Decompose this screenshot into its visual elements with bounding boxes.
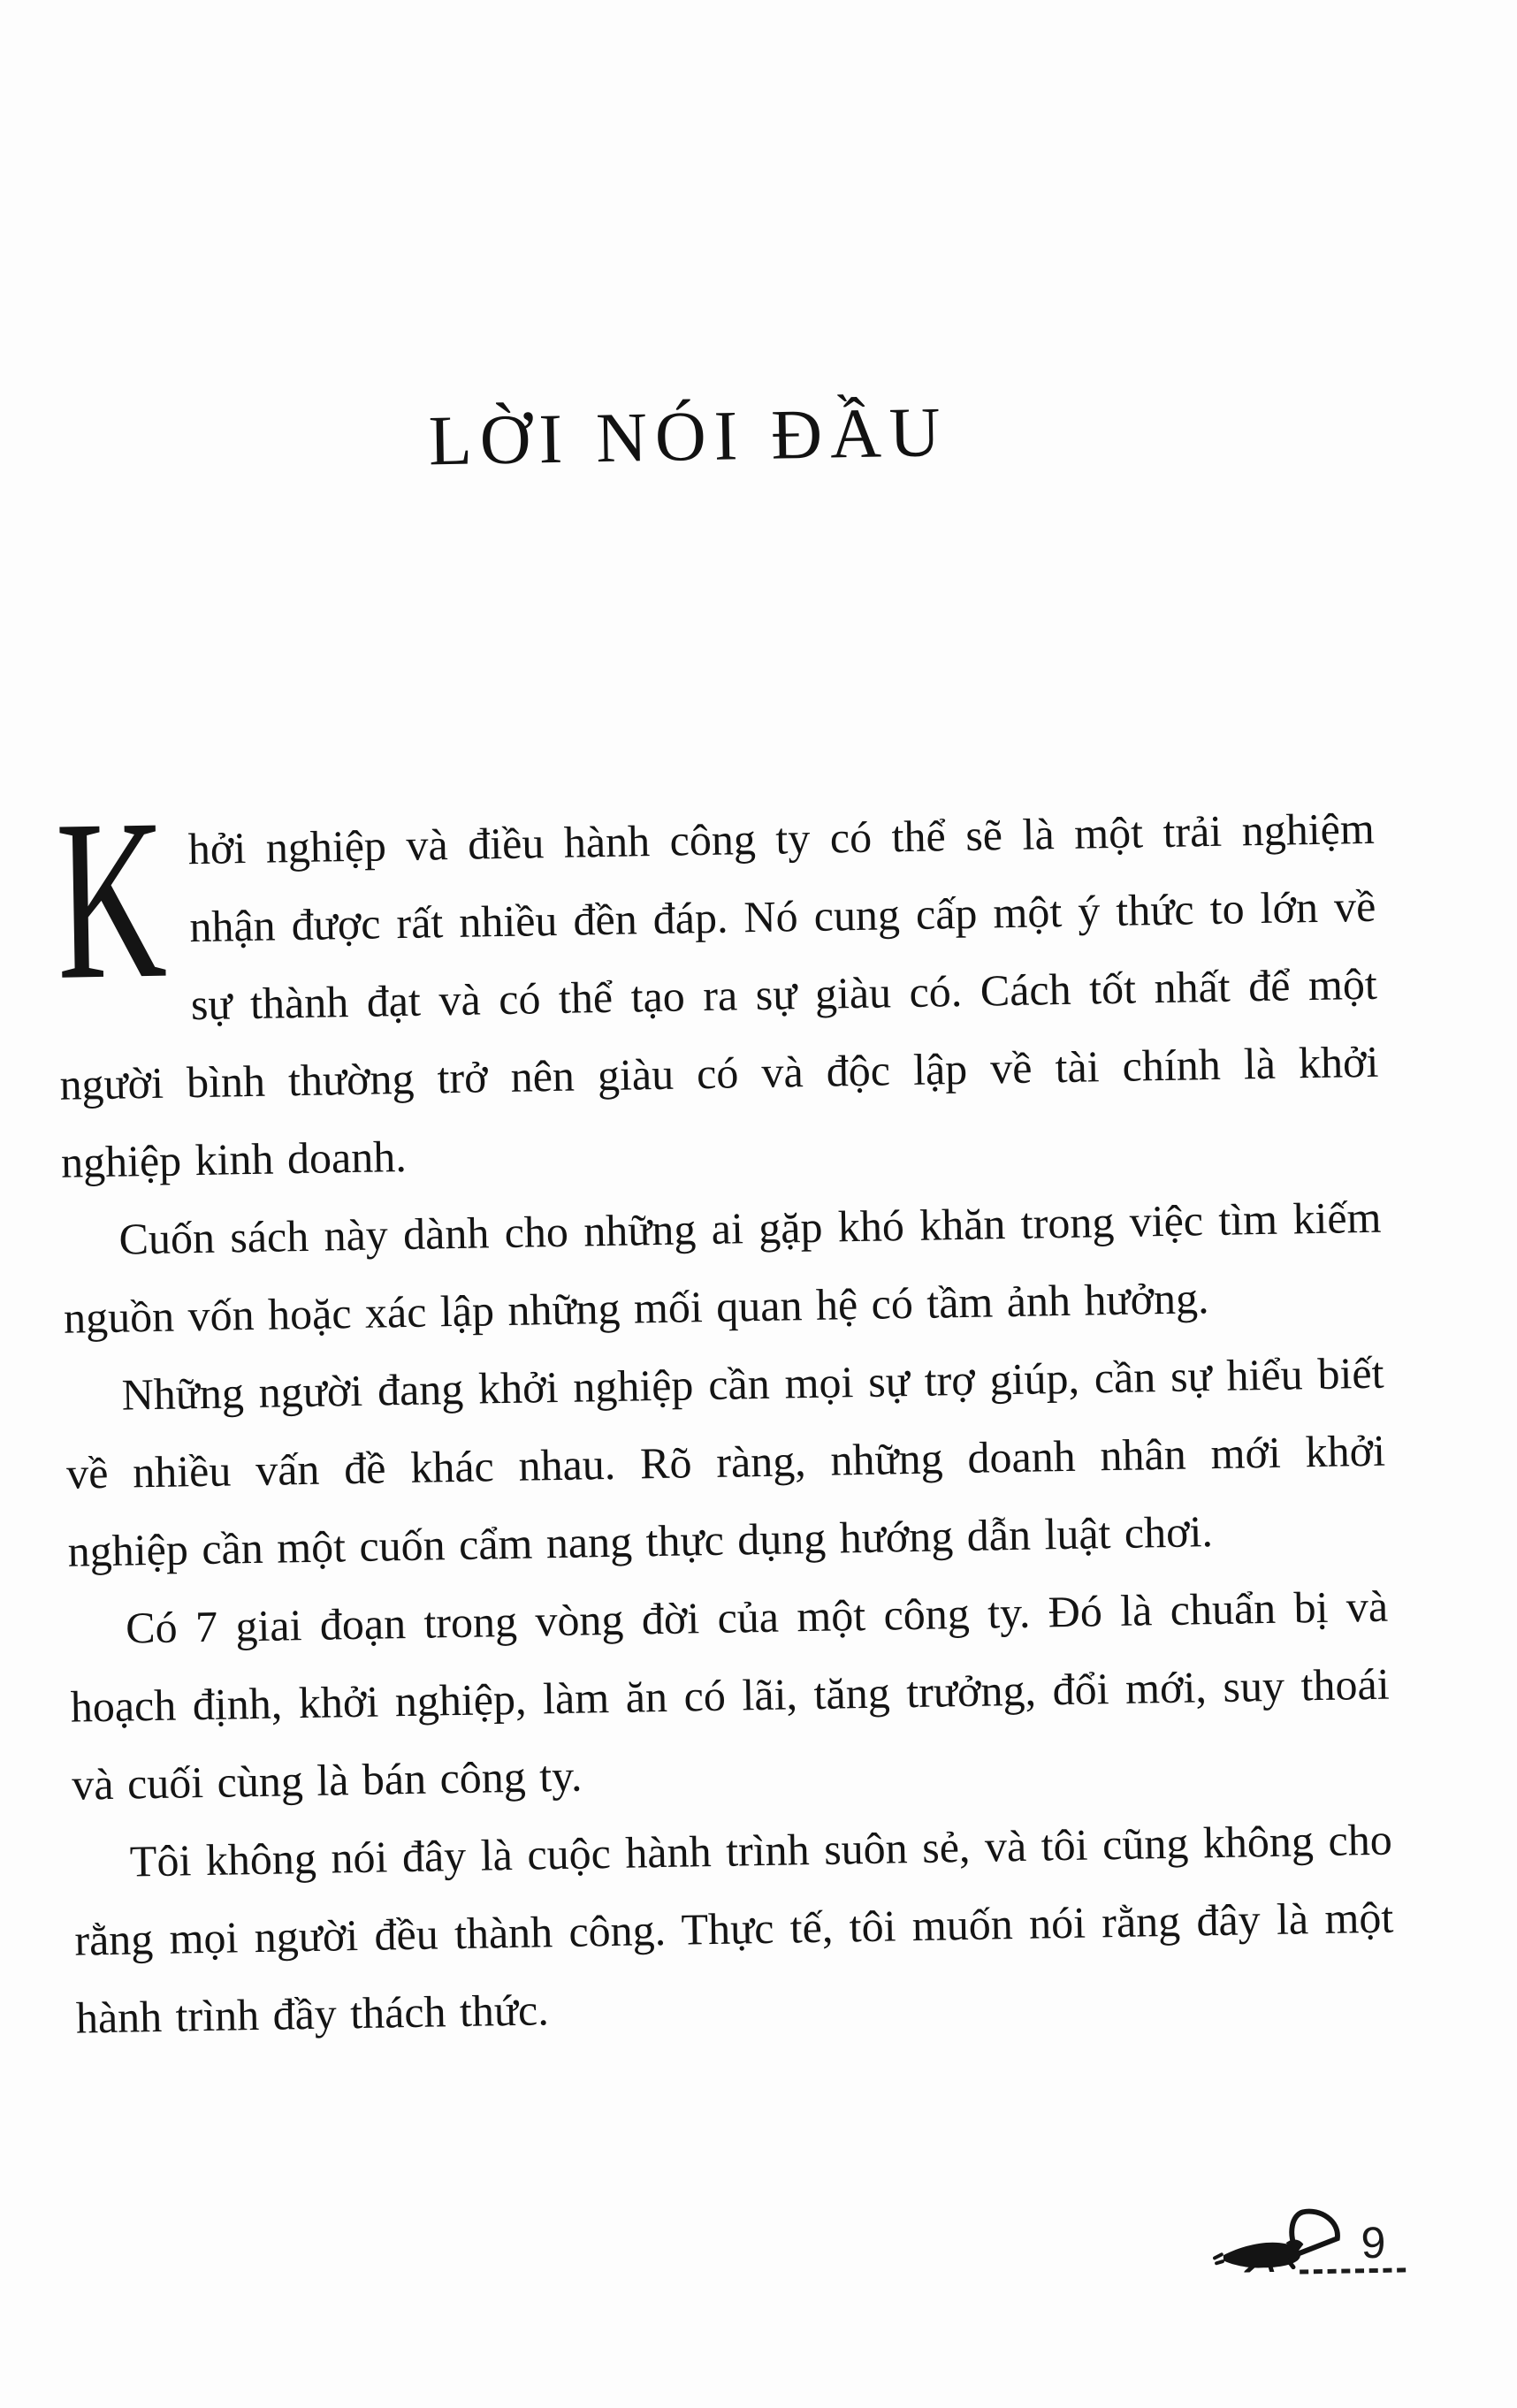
dropcap-initial	[54, 771, 176, 1028]
paragraph-1-text: hởi nghiệp và điều hành công ty có thể sẽ là một trải nghiệm nhận được rất nhiều đền đáp. Nó cung cấp một ý thức to lớn về sự thành đạt và có thể tạo ra sự giàu có. Cách tốt nhất để một người bình thường trở nên giàu có và độc lập về tài chính là khởi nghiệp kinh doanh.	[59, 803, 1379, 1187]
chapter-title: LỜI NÓI ĐẦU	[428, 393, 949, 481]
dropcap-letter: K	[54, 771, 169, 1028]
page-footer	[1207, 2195, 1429, 2296]
body-text	[54, 771, 1395, 2057]
paragraph-3: Những người đang khởi nghiệp cần mọi sự trợ giúp, cần sự hiểu biết về nhiều vấn đề khác nhau. Rõ ràng, những doanh nhân mới khởi nghiệp cần một cuốn cẩm nang thực dụng hướng dẫn luật chơi.	[65, 1347, 1386, 1576]
paragraph-4: Có 7 giai đoạn trong vòng đời của một công ty. Đó là chuẩn bị và hoạch định, khởi nghiệp, làm ăn có lãi, tăng trưởng, đổi mới, suy thoái và cuối cùng là bán công ty.	[70, 1581, 1391, 1810]
paragraph-1	[54, 771, 1380, 1201]
paragraph-2: Cuốn sách này dành cho những ai gặp khó khăn trong việc tìm kiếm nguồn vốn hoặc xác lập những mối quan hệ có tầm ảnh hưởng.	[63, 1192, 1382, 1343]
paragraph-5: Tôi không nói đây là cuộc hành trình suôn sẻ, và tôi cũng không cho rằng mọi người đều thành công. Thực tế, tôi muốn nói rằng đây là một hành trình đầy thách thức.	[73, 1814, 1394, 2043]
page-number: 9	[1361, 2217, 1386, 2268]
footer-dashed-line	[1300, 2267, 1406, 2274]
footer-ornament-icon	[1212, 2205, 1361, 2273]
